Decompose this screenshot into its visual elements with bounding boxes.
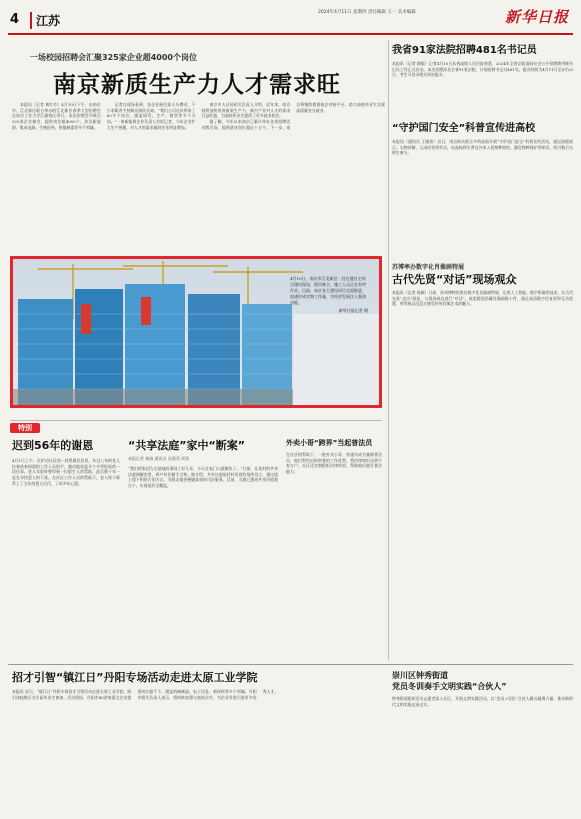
story-border-security-headline: “守护国门安全”科普宣传进高校 (392, 123, 536, 134)
story-zhenjiang-day (12, 670, 382, 814)
story-shared-court-byline: 本报记者 杨娟 通讯员 沈燕君 周劲 (128, 456, 190, 461)
story-portrait-exhibit-headline: 古代先贤“对话”现场观众 (392, 273, 517, 286)
lead-body (12, 102, 385, 252)
lead-paragraph: 本报讯（记者 黄红芳）4月10日下午，由南京市、江北新区联合举办的江北新区春季大型招聘会在南京工业大学江浦校区举行。本次招聘会共吸引325家企业参会，提供岗位超4000个，涉及新能源、集成电路、生物医药、智能制造等多个领域。 (12, 102, 101, 130)
lead-kicker: 一场校园招聘会汇聚325家企业超4000个岗位 (30, 53, 197, 62)
story-zhongxiu-body: 钟秀街道组织党员志愿者深入社区，开展文明实践活动，以“党员+居民”合伙人模式凝聚力量，推动新时代文明实践走深走实。 (392, 696, 573, 707)
photo-credit: 新华日报记者 摄 (338, 308, 368, 313)
bottom-rule (8, 664, 573, 665)
story-shared-court-body: “我们两家因为宅基地的事闹了好几年，今天在家门口就解决了。”日前，在某村的共享法庭调解室里，两户村民握手言和。据介绍，共享法庭依托村居现有场所设立，通过线上线下相结合的方式，为群众提供便捷高效的司法服务。目前，当地已建成共享法庭数百个，实现基层全覆盖。 (128, 466, 278, 489)
photo-caption (290, 276, 368, 314)
section-divider (10, 420, 382, 431)
story-thanks (12, 438, 120, 660)
masthead (8, 6, 573, 36)
story-thanks-headline: 迟到56年的谢恩 (12, 439, 94, 452)
story-court-clerks-body: 本报讯（记者 顾敏）记者4月10日从省高级人民法院获悉，2024年全省法院面向社会公开招聘聘用制书记员工作正式启动。本次招聘涉及全省91家法院，计划招聘书记员481名。报名时间为4月11日至4月20日，考生可登录相关网站报名。 (392, 61, 573, 78)
story-border-security (392, 122, 573, 244)
section-tag: 特别 (10, 423, 40, 433)
story-delivery-body: 在社区的帮助下，一批外卖小哥、快递员成为兼职普法员，他们利用走街串巷的工作优势，将法律知识送到千家万户。社区还定期组织法律培训，帮助他们提升普法能力。 (286, 452, 382, 475)
lead-headline: 南京新质生产力人才需求旺 (53, 72, 341, 98)
section-name: 江苏 (30, 12, 60, 29)
story-zhenjiang-day-headline: 招才引智“镇江日”丹阳专场活动走进太原工业学院 (12, 671, 258, 684)
photo-caption-text: 4月10日，南京市江北新区一处在建住宅项目建设现场，塔吊林立，施工人员正在有序作业。目前，南京各大建设项目全面推进，加速形成实物工作量，为经济发展注入强劲动能。 (290, 276, 366, 305)
column-rule (388, 40, 389, 660)
story-delivery-headline: 外卖小哥“跨界”当起普法员 (286, 439, 373, 447)
story-shared-court (128, 438, 278, 660)
masthead-meta: 2024年4月11日 星期四 责任编辑 王一 美术编辑 (318, 10, 416, 15)
story-zhenjiang-day-body: 本报讯 近日，“镇江日”丹阳专场招才引智活动走进太原工业学院，吸引该校数百名应届毕业生参加。活动现场，丹阳市40余家重点企业提供岗位超千个，涵盖机械制造、电子信息、新材料等多个领域。丹阳市相关负责人表示，将持续加强与高校合作，为企业发展引进更多优秀人才。 (12, 689, 279, 700)
masthead-rule (8, 33, 573, 35)
story-delivery (286, 438, 382, 660)
page-number: 4 (10, 12, 20, 27)
story-thanks-body: 4月1日上午，在炉边社区的一间普通民居里，年过八旬的老人拉着前来探望的工作人员的手，激动地说起半个多世纪前的一段往事。老人年轻时曾得到一位陌生人的帮助，此后数十年一直在寻找恩人的下落。在社区工作人员的帮助下，老人终于联系上了当年的恩人后代，了却多年心愿。 (12, 458, 120, 486)
story-portrait-exhibit (392, 262, 573, 658)
newspaper-logo: 新华日报 (504, 8, 569, 26)
story-border-security-body: 本报讯（通讯员 王婧怡）近日，南京海关联合多所高校开展“守护国门安全”科普宣传活动，通过展板展示、实物讲解、互动问答等形式，向高校师生普及外来入侵物种防控、濒危物种保护等知识，吸引数百名师生参与。 (392, 139, 573, 156)
story-shared-court-headline: “共享法庭”家中“断案” (128, 439, 245, 452)
story-portrait-exhibit-body: 本报讯（记者 杨频）日前，苏州博物馆推出数字化肖像画特展，运用人工智能、数字影像等技术，让古代先贤“走出”画卷，与现场观众进行“对话”。展览精选馆藏肖像画数十件，通过高清数字化复原和互动装置，带领观众沉浸式感受传统肖像艺术的魅力。 (392, 290, 573, 307)
lead-paragraph: 南京市人社局相关负责人介绍，近年来，南京持续加快培育新质生产力，新兴产业对人才的需求日益旺盛，为高校毕业生提供了更多就业机会。 (201, 102, 291, 119)
lead-paragraph: 记者在现场看到，各企业展位前人头攒动，不少求职者手持简历排队咨询。“我们公司这次带来了60多个岗位，涵盖研发、生产、销售等多个方向。”一家新能源企业负责人告诉记者，今年企业扩大生产规模，对人才的需求量较往年明显增加。 (106, 102, 196, 130)
lead-paragraph: 据了解，今年以来南京已累计举办各类招聘活动数百场，提供就业岗位超过十万个。下一步，南京将继续搭建校企对接平台，助力高校毕业生实现高质量充分就业。 (201, 102, 385, 130)
story-portrait-exhibit-kicker: 苏博率办数字化肖像画特展 (392, 264, 465, 271)
story-court-clerks-headline: 我省91家法院招聘481名书记员 (392, 45, 537, 56)
story-zhongxiu-headline: 崇川区钟秀街道 党员冬训奏手文明实践“合伙人” (392, 671, 507, 691)
story-court-clerks (392, 44, 573, 104)
story-zhongxiu (392, 670, 573, 814)
